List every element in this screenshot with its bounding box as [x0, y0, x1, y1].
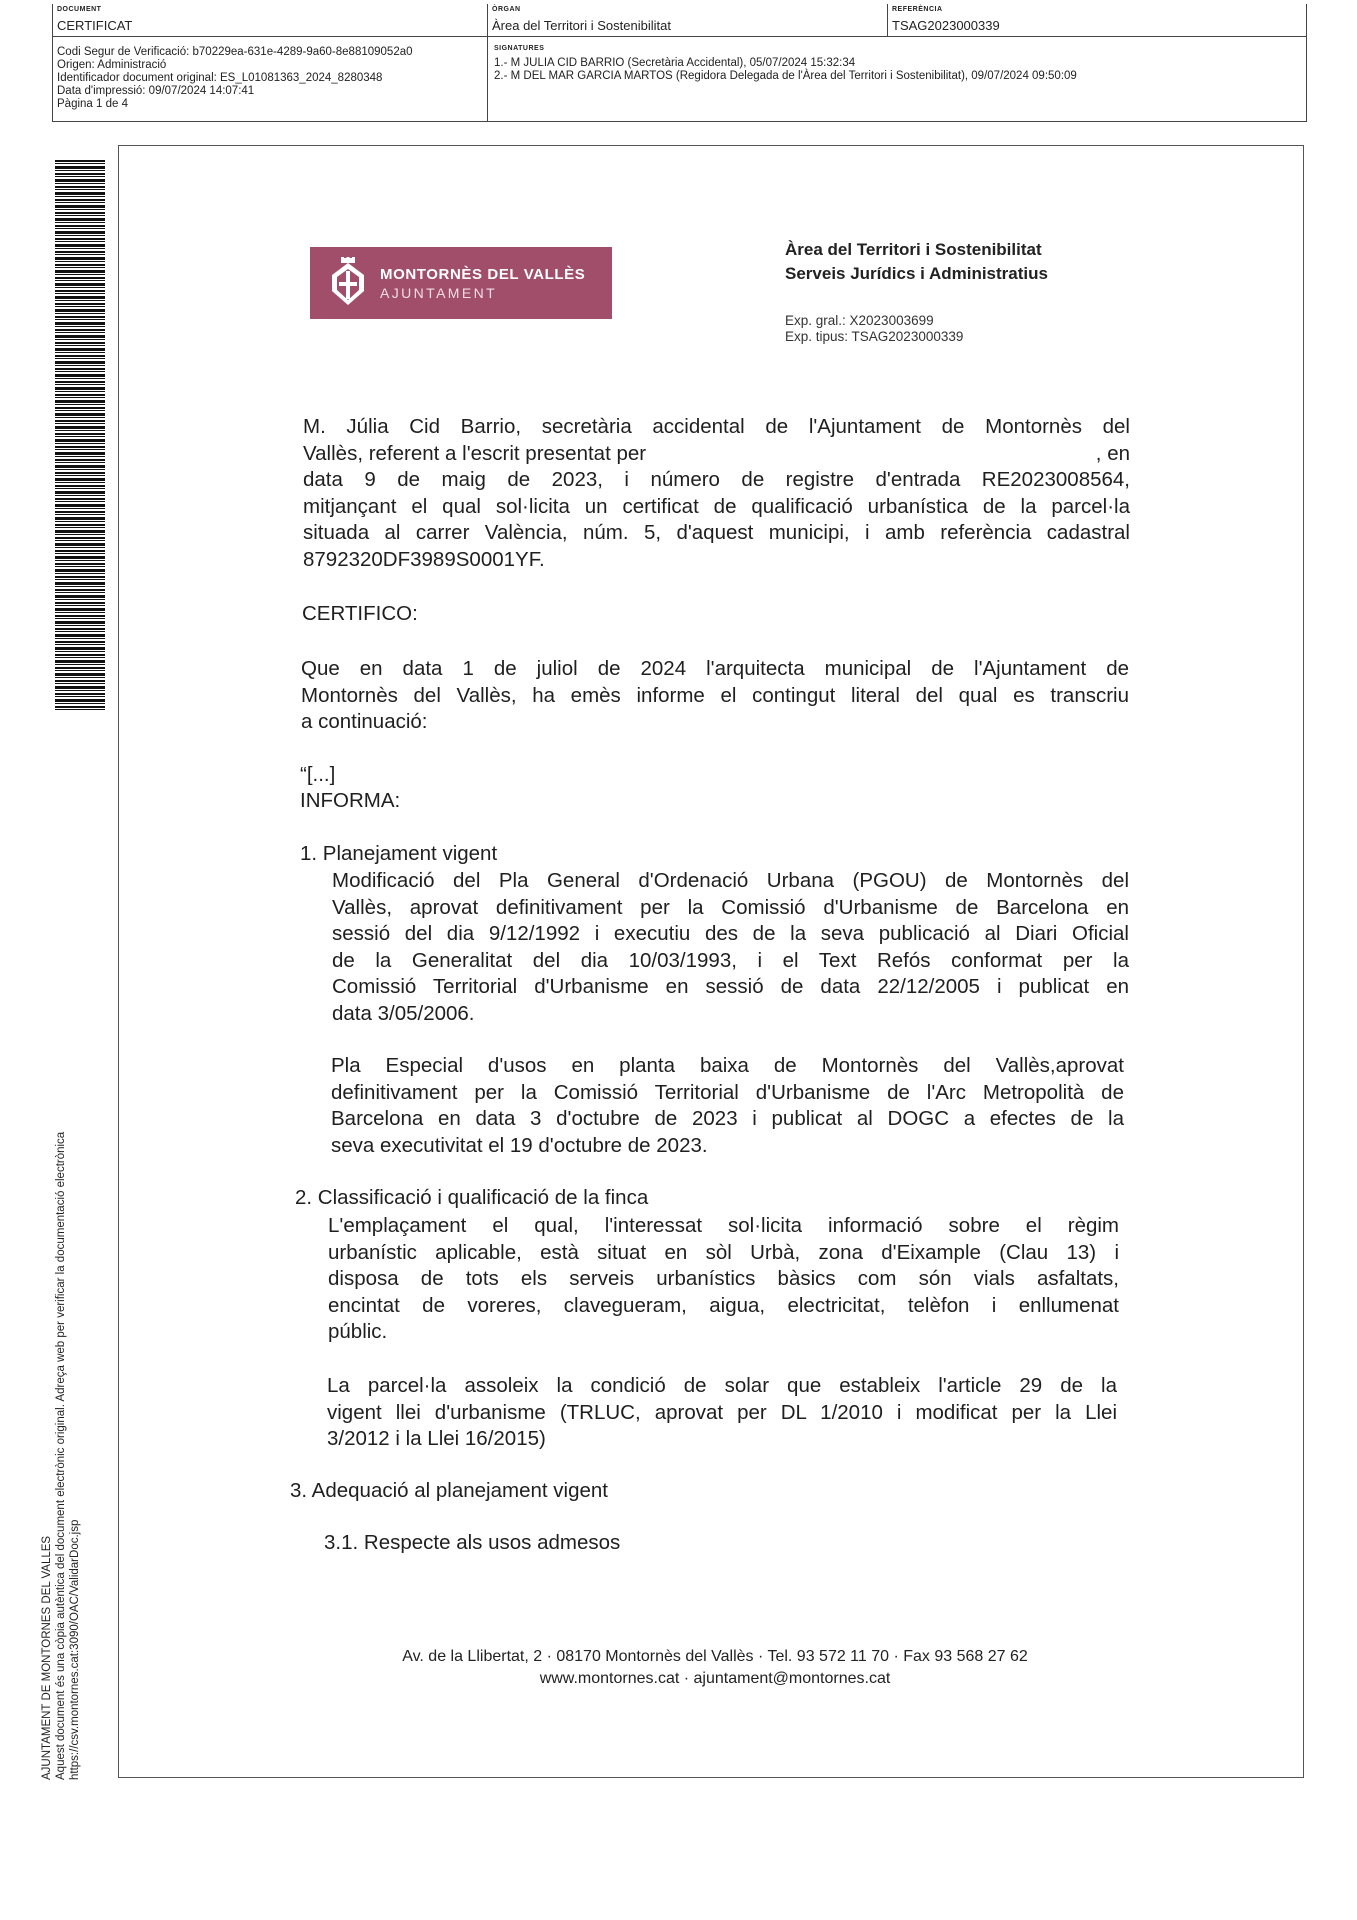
intro-line-end: , en [1095, 441, 1130, 465]
origin: Origen: Administració [57, 59, 167, 71]
original-identifier: Identificador document original: ES_L01081363_2024_8280348 [57, 72, 383, 84]
text-line: data 3/05/2006. [332, 1001, 475, 1025]
text-line: de la Generalitat del dia 10/03/1993, i el Text Refós conformat per la [332, 948, 1129, 972]
text-line: L'emplaçament el qual, l'interessat sol·licita informació sobre el règim [328, 1214, 1119, 1237]
header-row-bottom [53, 36, 1306, 122]
text-line: Comissió Territorial d'Urbanisme en sessió de data 22/12/2005 i publicat en [332, 975, 1129, 998]
organ-cell [488, 4, 888, 36]
verification-info [53, 36, 488, 122]
quote-ellipsis: “[...] [300, 763, 336, 786]
text-line: disposa de tots els serveis urbanístics bàsics com són vials asfaltats, [328, 1267, 1119, 1290]
side-verification-text [40, 1132, 82, 1780]
text-line: seva executivitat el 19 d'octubre de 2023. [331, 1133, 708, 1157]
organ-label: ÒRGAN [492, 6, 521, 13]
section-1-title: 1. Planejament vigent [300, 842, 498, 865]
logo-subtitle: AJUNTAMENT [380, 285, 498, 301]
document-label: DOCUMENT [57, 6, 102, 13]
page-footer [280, 1646, 1150, 1690]
side-text-line-1: AJUNTAMENT DE MONTORNES DEL VALLES [41, 1535, 53, 1780]
department-area: Àrea del Territori i Sostenibilitat [785, 240, 1042, 259]
document-cell [53, 4, 488, 36]
text-line: Pla Especial d'usos en planta baixa de Montornès del Vallès,aprovat [331, 1054, 1124, 1077]
side-text-line-2: Aquest document és una còpia autèntica del document electrònic original. Adreça web per verificar la documentació electrònica [55, 1131, 67, 1780]
csv-code: Codi Segur de Verificació: b70229ea-631e-4289-9a60-8e88109052a0 [57, 46, 413, 58]
department-service: Serveis Jurídics i Administratius [785, 264, 1048, 283]
section-2-paragraph-2 [327, 1373, 1117, 1453]
certifico-heading: CERTIFICO: [302, 602, 418, 625]
text-line: públic. [328, 1320, 388, 1343]
section-3-title: 3. Adequació al planejament vigent [290, 1479, 608, 1502]
intro-line: situada al carrer València, núm. 5, d'aquest municipi, i amb referència cadastral [303, 521, 1130, 544]
intro-line: data 9 de maig de 2023, i número de registre d'entrada RE2023008564, [303, 468, 1130, 491]
que-line: a continuació: [301, 710, 428, 733]
section-1-paragraph-2 [331, 1053, 1124, 1159]
reference-cell [888, 4, 1308, 36]
intro-paragraph [303, 414, 1130, 573]
section-1-paragraph-1 [332, 868, 1129, 1027]
reference-value: TSAG2023000339 [892, 18, 1000, 33]
text-line: La parcel·la assoleix la condició de solar que estableix l'article 29 de la [327, 1374, 1117, 1397]
intro-line: M. Júlia Cid Barrio, secretària accidental de l'Ajuntament de Montornès del [303, 415, 1130, 438]
barcode [55, 160, 105, 710]
section-2-paragraph-1 [328, 1213, 1119, 1346]
que-paragraph [301, 656, 1129, 736]
coat-of-arms-icon [326, 257, 370, 309]
logo-name: MONTORNÈS DEL VALLÈS [380, 266, 586, 283]
section-2-title: 2. Classificació i qualificació de la finca [295, 1186, 649, 1209]
signature-2: 2.- M DEL MAR GARCIA MARTOS (Regidora Delegada de l'Àrea del Territori i Sostenibilitat), 09/07/2024 09:50:09 [494, 70, 1077, 82]
document-value: CERTIFICAT [57, 18, 133, 33]
side-text-line-3: https://csv.montornes.cat:3090/OAC/ValidarDoc.jsp [69, 1519, 81, 1780]
text-line: Modificació del Pla General d'Ordenació Urbana (PGOU) de Montornès del [332, 869, 1129, 892]
footer-address: Av. de la Llibertat, 2 · 08170 Montornès del Vallès · Tel. 93 572 11 70 · Fax 93 568 27 62 [402, 1648, 1028, 1665]
expedient-type: Exp. tipus: TSAG2023000339 [785, 329, 964, 344]
municipal-logo [310, 247, 612, 319]
expedient-general: Exp. gral.: X2023003699 [785, 313, 934, 328]
intro-line: mitjançant el qual sol·licita un certificat de qualificació urbanística de la parcel·la [303, 494, 1130, 518]
header-row-top [53, 4, 1306, 37]
intro-line [303, 441, 1130, 468]
reference-label: REFERÈNCIA [892, 6, 943, 13]
text-line: urbanístic aplicable, està situat en sòl Urbà, zona d'Eixample (Clau 13) i [328, 1240, 1119, 1264]
text-line: sessió del dia 9/12/1992 i executiu des de la seva publicació al Diari Oficial [332, 922, 1129, 945]
signatures-label: SIGNATURES [494, 45, 545, 52]
text-line: definitivament per la Comissió Territorial d'Urbanisme de l'Arc Metropolità de [331, 1080, 1124, 1104]
signature-1: 1.- M JULIA CID BARRIO (Secretària Accidental), 05/07/2024 15:32:34 [494, 57, 856, 69]
section-3-1-title: 3.1. Respecte als usos admesos [324, 1531, 621, 1554]
text-line: Barcelona en data 3 d'octubre de 2023 i publicat al DOGC a efectes de la [331, 1107, 1124, 1130]
signatures-info [488, 36, 1308, 122]
department-heading [785, 238, 1048, 286]
footer-contact: www.montornes.cat · ajuntament@montornes.cat [539, 1670, 891, 1687]
text-line: 3/2012 i la Llei 16/2015) [327, 1427, 546, 1450]
text-line: vigent llei d'urbanisme (TRLUC, aprovat per DL 1/2010 i modificat per la Llei [327, 1400, 1117, 1424]
page-number: Pàgina 1 de 4 [57, 98, 128, 110]
que-line: Montornès del Vallès, ha emès informe el contingut literal del qual es transcriu [301, 683, 1129, 707]
informa-heading: INFORMA: [300, 789, 401, 812]
que-line: Que en data 1 de juliol de 2024 l'arquitecta municipal de l'Ajuntament de [301, 657, 1129, 680]
expedient-numbers [785, 313, 963, 345]
intro-line: 8792320DF3989S0001YF. [303, 547, 545, 571]
organ-value: Àrea del Territori i Sostenibilitat [492, 18, 671, 33]
text-line: encintat de voreres, clavegueram, aigua, electricitat, telèfon i enllumenat [328, 1293, 1119, 1317]
header-metadata-table [52, 4, 1307, 122]
print-date: Data d'impressió: 09/07/2024 14:07:41 [57, 85, 255, 97]
intro-line-start: Vallès, referent a l'escrit presentat per [303, 441, 647, 465]
text-line: Vallès, aprovat definitivament per la Comissió d'Urbanisme de Barcelona en [332, 895, 1129, 919]
